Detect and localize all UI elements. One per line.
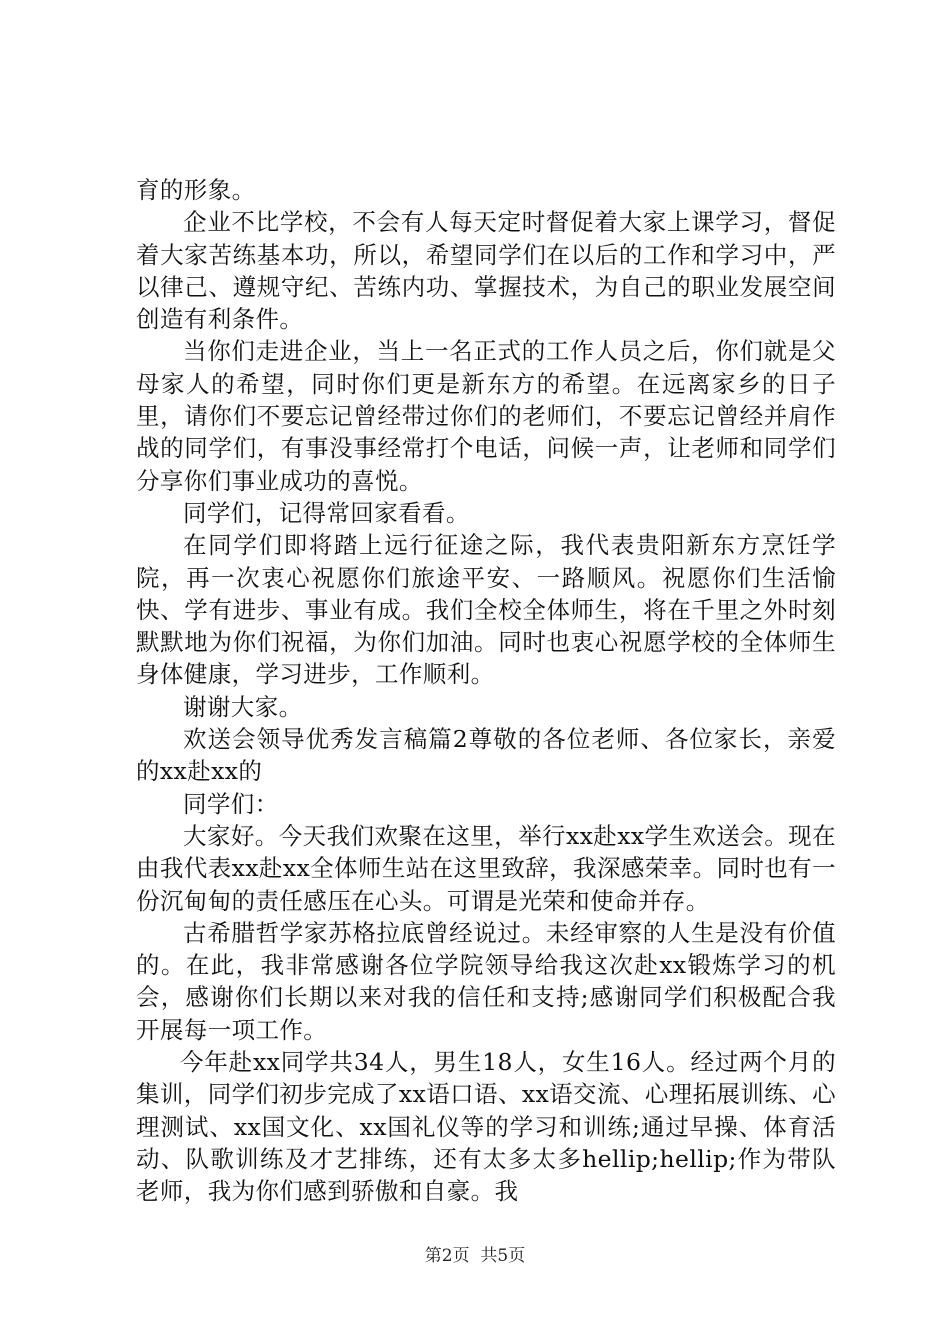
page-footer: [0, 1241, 950, 1266]
document-body: [136, 174, 836, 1208]
paragraph: 企业不比学校，不会有人每天定时督促着大家上课学习，督促着大家苦练基本功，所以，希望同学们在以后的工作和学习中，严以律己、遵规守纪、苦练内功、掌握技术，为自己的职业发展空间创造有利条件。: [136, 208, 836, 334]
paragraph: 当你们走进企业，当上一名正式的工作人员之后，你们就是父母家人的希望，同时你们更是新东方的希望。在远离家乡的日子里，请你们不要忘记曾经带过你们的老师们，不要忘记曾经并肩作战的同学们，有事没事经常打个电话，问候一声，让老师和同学们分享你们事业成功的喜悦。: [136, 337, 836, 495]
paragraph: 同学们，记得常回家看看。: [183, 498, 470, 527]
paragraph: 欢送会领导优秀发言稿篇2尊敬的各位老师、各位家长，亲爱的xx赴xx的: [136, 725, 836, 786]
paragraph: 育的形象。: [136, 176, 256, 204]
paragraph: 大家好。今天我们欢聚在这里，举行xx赴xx学生欢送会。现在由我代表xx赴xx全体师生站在这里致辞，我深感荣幸。同时也有一份沉甸甸的责任感压在心头。可谓是光荣和使命并存。: [136, 821, 836, 915]
paragraph: 谢谢大家。: [183, 692, 303, 721]
paragraph: 今年赴xx同学共34人，男生18人，女生16人。经过两个月的集训，同学们初步完成了xx语口语、xx语交流、心理拓展训练、心理测试、xx国文化、xx国礼仪等的学习和训练;通过早操、体育活动、队歌训练及才艺排练，还有太多太多hellip;hellip;作为带队老师，我为你们感到骄傲和自豪。我: [136, 1048, 836, 1206]
paragraph: 同学们：: [183, 789, 279, 818]
page-number: 第2页 共5页: [424, 1246, 526, 1266]
paragraph: 古希腊哲学家苏格拉底曾经说过。未经审察的人生是没有价值的。在此，我非常感谢各位学院领导给我这次赴xx锻炼学习的机会，感谢你们长期以来对我的信任和支持;感谢同学们积极配合我开展每一项工作。: [136, 918, 836, 1044]
paragraph: 在同学们即将踏上远行征途之际，我代表贵阳新东方烹饪学院，再一次衷心祝愿你们旅途平安、一路顺风。祝愿你们生活愉快、学有进步、事业有成。我们全校全体师生，将在千里之外时刻默默地为你们祝福，为你们加油。同时也衷心祝愿学校的全体师生身体健康，学习进步，工作顺利。: [136, 531, 836, 689]
